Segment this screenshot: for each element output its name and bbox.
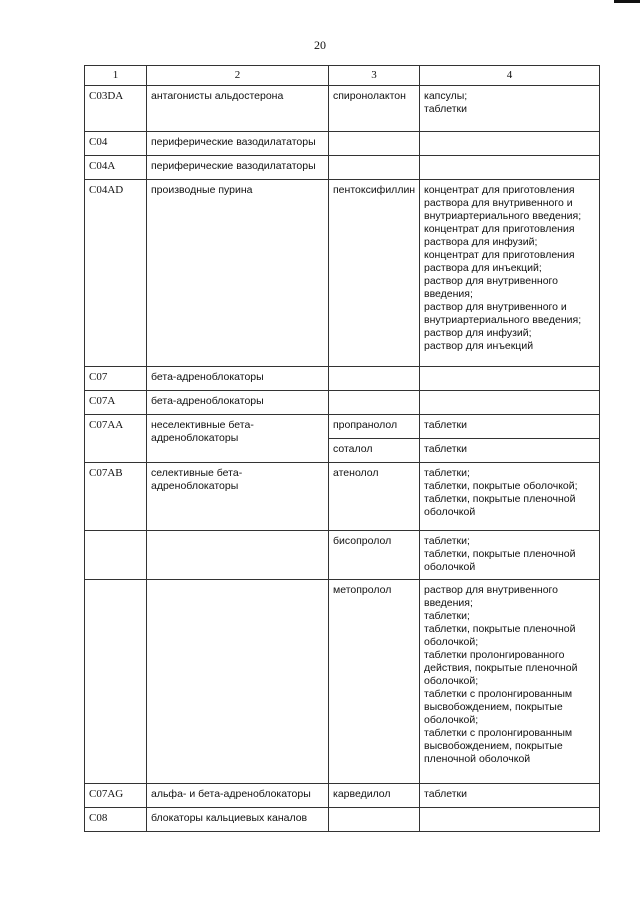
drug-name (329, 808, 420, 832)
dosage-form: таблетки, покрытые пленочной оболочкой (424, 493, 576, 518)
table-row (85, 180, 600, 367)
page-number: 20 (314, 38, 326, 52)
dosage-form: таблетки; (424, 610, 470, 622)
atc-code: C07AA (85, 415, 147, 463)
scan-edge-mark (614, 0, 640, 3)
drug-table (84, 65, 600, 832)
dosage-form: таблетки пролонгированного действия, покрытые пленочной оболочкой; (424, 649, 578, 687)
dosage-form: капсулы; (424, 90, 468, 102)
atc-code: C03DA (85, 86, 147, 132)
dosage-form: раствор для внутривенного введения; (424, 275, 558, 300)
atc-code: C07A (85, 391, 147, 415)
table-row (85, 531, 600, 580)
dosage-forms (420, 132, 600, 156)
dosage-form: таблетки; (424, 467, 470, 479)
header-col-2: 2 (147, 66, 329, 86)
dosage-form: таблетки, покрытые пленочной оболочкой; (424, 623, 576, 648)
drug-name (329, 132, 420, 156)
dosage-form: раствор для инфузий; (424, 327, 532, 339)
dosage-forms (420, 391, 600, 415)
dosage-form: таблетки (424, 788, 467, 800)
dosage-form: таблетки с пролонгированным высвобождением, покрытые пленочной оболочкой (424, 727, 573, 765)
atc-code: C08 (85, 808, 147, 832)
dosage-form: таблетки; (424, 535, 470, 547)
dosage-form: раствор для внутривенного и внутриартериального введения; (424, 301, 582, 326)
drug-name: пропранолол (329, 415, 420, 439)
dosage-forms (420, 415, 600, 439)
pharm-group: бета-адреноблокаторы (147, 367, 329, 391)
header-row (85, 66, 600, 86)
drug-name: карведилол (329, 784, 420, 808)
dosage-forms (420, 808, 600, 832)
pharm-group: бета-адреноблокаторы (147, 391, 329, 415)
dosage-forms (420, 180, 600, 367)
dosage-forms (420, 463, 600, 531)
dosage-form: раствор для внутривенного введения; (424, 584, 558, 609)
atc-code (85, 580, 147, 784)
header-col-3: 3 (329, 66, 420, 86)
dosage-form: таблетки (424, 419, 467, 431)
pharm-group: периферические вазодилататоры (147, 132, 329, 156)
dosage-form: таблетки (424, 443, 467, 455)
drug-name: бисопролол (329, 531, 420, 580)
pharm-group: альфа- и бета-адреноблокаторы (147, 784, 329, 808)
atc-code: C07AB (85, 463, 147, 531)
table-row (85, 367, 600, 391)
table-row (85, 808, 600, 832)
dosage-forms (420, 156, 600, 180)
drug-name: пентоксифиллин (329, 180, 420, 367)
drug-name: соталол (329, 439, 420, 463)
atc-code: C04A (85, 156, 147, 180)
dosage-forms (420, 86, 600, 132)
drug-name (329, 367, 420, 391)
dosage-form: раствор для инъекций (424, 340, 534, 352)
dosage-forms (420, 784, 600, 808)
table-row (85, 132, 600, 156)
atc-code: C04AD (85, 180, 147, 367)
drug-name: метопролол (329, 580, 420, 784)
dosage-forms (420, 531, 600, 580)
atc-code: C07 (85, 367, 147, 391)
table-row (85, 784, 600, 808)
dosage-form: концентрат для приготовления раствора для инъекций; (424, 249, 575, 274)
table-row (85, 580, 600, 784)
dosage-form: таблетки с пролонгированным высвобождением, покрытые оболочкой; (424, 688, 573, 726)
dosage-form: таблетки (424, 103, 467, 115)
pharm-group: неселективные бета-адреноблокаторы (147, 415, 329, 463)
header-col-1: 1 (85, 66, 147, 86)
dosage-forms (420, 367, 600, 391)
drug-name (329, 156, 420, 180)
atc-code (85, 531, 147, 580)
table-row (85, 415, 600, 439)
dosage-forms (420, 580, 600, 784)
pharm-group: производные пурина (147, 180, 329, 367)
dosage-form: таблетки, покрытые оболочкой; (424, 480, 578, 492)
drug-name (329, 391, 420, 415)
table-row (85, 156, 600, 180)
dosage-form: таблетки, покрытые пленочной оболочкой (424, 548, 576, 573)
table-row (85, 391, 600, 415)
dosage-form: концентрат для приготовления раствора для инфузий; (424, 223, 575, 248)
pharm-group: антагонисты альдостерона (147, 86, 329, 132)
atc-code: C04 (85, 132, 147, 156)
table-row (85, 86, 600, 132)
dosage-form: концентрат для приготовления раствора для внутривенного и внутриартериального введения; (424, 184, 582, 222)
pharm-group (147, 580, 329, 784)
header-col-4: 4 (420, 66, 600, 86)
table-row (85, 463, 600, 531)
atc-code: C07AG (85, 784, 147, 808)
pharm-group: периферические вазодилататоры (147, 156, 329, 180)
pharm-group: селективные бета-адреноблокаторы (147, 463, 329, 531)
drug-name: спиронолактон (329, 86, 420, 132)
dosage-forms (420, 439, 600, 463)
pharm-group (147, 531, 329, 580)
drug-name: атенолол (329, 463, 420, 531)
pharm-group: блокаторы кальциевых каналов (147, 808, 329, 832)
